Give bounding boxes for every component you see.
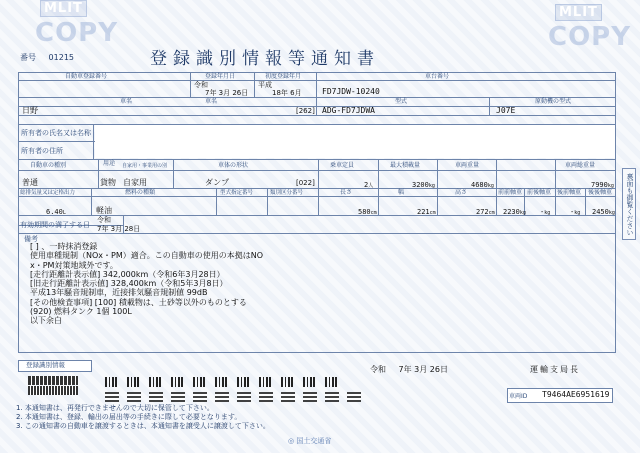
header-gross-weight: 車両総重量 — [565, 162, 596, 169]
col-line — [437, 159, 438, 215]
first-date: 18年 6月 — [272, 89, 302, 97]
number-label: 番号 — [20, 53, 36, 62]
col-line — [190, 72, 191, 97]
code-block — [325, 392, 339, 402]
issue-era: 令和 — [370, 365, 386, 374]
header-category-no: 類別区分番号 — [270, 190, 304, 196]
mlit-watermark: MLIT — [555, 4, 602, 21]
header-rf-axle: 後前軸重 — [557, 189, 582, 196]
management-id: T9464AE6951619 — [542, 390, 610, 399]
col-line — [318, 159, 319, 215]
code-block — [281, 392, 295, 402]
remark-line: (920) 燃料タンク 1個 100L — [30, 307, 132, 317]
remark-line: [ ] 、一時抹消登録 — [30, 242, 98, 251]
code-block — [193, 392, 207, 402]
header-use-sub: 自家用・事業用の別 — [122, 163, 168, 169]
table-border — [18, 72, 616, 73]
col-line — [93, 124, 94, 159]
footer-line: 1. 本通知書は、再発行できませんので大切に保管して下さい。 — [16, 404, 214, 412]
header-make-name: 車名 — [205, 98, 218, 105]
kg-unit: kg — [607, 183, 614, 189]
header-width: 幅 — [398, 189, 405, 196]
code-block — [105, 392, 119, 402]
col-line — [216, 188, 217, 215]
expiry-date: 7年 3月 28日 — [97, 225, 141, 233]
header-first-reg-date: 初度登録年月 — [265, 73, 302, 80]
capacity-unit: 人 — [368, 183, 374, 189]
barcode — [28, 386, 78, 395]
col-line — [489, 97, 490, 115]
code-block — [149, 392, 163, 402]
header-expiry: 有効期間の満了する日 — [20, 221, 90, 229]
width-value: 221 — [417, 208, 430, 216]
mlit-watermark: MLIT — [40, 0, 87, 17]
table-border — [18, 72, 19, 352]
make: 日野 — [22, 106, 38, 115]
barcode — [28, 376, 78, 385]
height — [476, 207, 495, 218]
kg-unit: kg — [608, 210, 615, 216]
displacement-value: 6.40 — [46, 208, 63, 216]
col-line — [378, 159, 379, 215]
header-capacity: 乗車定員 — [330, 162, 355, 169]
code-block — [127, 377, 141, 387]
footer-notes — [16, 404, 270, 431]
expiry-era: 令和 — [97, 216, 111, 224]
remark-line: 使用車種規制（NOx・PM）適合。この自動車の使用の本拠はNO — [30, 251, 264, 261]
ministry-logo-icon: ◎ — [288, 437, 295, 445]
fuel: 軽油 — [96, 206, 112, 215]
header-registration-no: 自動車登録番号 — [65, 73, 108, 80]
header-rr-axle: 後後軸重 — [588, 189, 613, 196]
model-code: [262] — [296, 107, 315, 115]
gross-weight-value: 7990 — [591, 181, 608, 189]
ff-axle — [503, 207, 526, 218]
col-line — [173, 159, 174, 188]
displacement — [46, 207, 66, 218]
first-era: 平成 — [258, 81, 272, 89]
code-block — [105, 377, 119, 387]
model: ADG-FD7JDWA — [322, 106, 375, 115]
redacted-owner — [95, 125, 615, 158]
engine-model: J07E — [496, 106, 516, 115]
code-block — [215, 392, 229, 402]
code-block — [127, 392, 141, 402]
header-owner-address: 所有者の住所 — [21, 147, 63, 155]
document-title: 登録識別情報等通知書 — [150, 49, 380, 69]
table-border — [615, 72, 616, 352]
fr-axle-value: - — [540, 208, 545, 216]
col-line — [555, 188, 556, 215]
chassis-no: FD7JDW-10240 — [322, 87, 380, 96]
number-value: 01215 — [48, 53, 74, 62]
code-block — [347, 392, 361, 402]
ff-axle-value: 2230 — [503, 208, 520, 216]
row-line — [18, 106, 616, 107]
rr-axle-value: 2450 — [592, 208, 609, 216]
weight-value: 4680 — [471, 181, 488, 189]
code-block — [215, 377, 229, 387]
copy-watermark: COPY — [35, 18, 119, 48]
ministry-name: 国土交通省 — [296, 437, 332, 445]
col-line — [316, 97, 317, 115]
header-registration-date: 登録年月日 — [205, 73, 236, 80]
rr-axle — [592, 207, 615, 218]
code-block — [259, 392, 273, 402]
issuing-office: 運輸支局長 — [530, 365, 580, 374]
reg-date: 7年 3月 26日 — [205, 89, 249, 97]
fr-axle — [540, 207, 550, 218]
length — [358, 207, 377, 218]
header-max-load: 最大積載量 — [390, 162, 421, 169]
ministry-mark — [288, 436, 331, 446]
header-length: 長さ — [340, 189, 353, 196]
code-block — [303, 377, 317, 387]
remark-line: 平成13年騒音規制車，近接排気騒音規制値 99dB — [30, 288, 208, 298]
code-block — [303, 392, 317, 402]
remark-line: [走行距離計表示値] 342,000km（令和6年3月28日） — [30, 269, 225, 279]
seal-box-label: 登録識別情報 — [26, 361, 65, 369]
cm-unit: cm — [370, 210, 377, 216]
header-chassis-no: 車台番号 — [425, 73, 450, 80]
cm-unit: cm — [488, 210, 495, 216]
code-block — [149, 377, 163, 387]
displacement-unit: L — [62, 210, 66, 216]
cm-unit: cm — [429, 210, 436, 216]
rf-axle-value: - — [570, 208, 575, 216]
header-ff-axle: 前前軸重 — [498, 189, 523, 196]
header-use: 用途 — [103, 160, 116, 167]
remark-line: [その他検査事項] [100] 積載物は、土砂等以外のものとする — [30, 297, 247, 307]
weight — [471, 180, 494, 191]
remarks-header: 備考 — [24, 235, 38, 243]
header-displacement: 総排気量又は定格出力 — [20, 190, 76, 196]
header-fuel: 燃料の種類 — [125, 189, 156, 196]
copy-watermark: COPY — [548, 22, 632, 52]
document-number — [20, 52, 84, 63]
code-block — [237, 392, 251, 402]
col-line — [316, 72, 317, 97]
issue-date-value: 7年 3月 26日 — [398, 365, 448, 374]
footer-line: 3. この通知書の自動車を譲渡するときは、本通知書を譲受人に譲渡して下さい。 — [16, 422, 270, 430]
table-border — [18, 352, 616, 353]
code-block — [171, 377, 185, 387]
code-block — [237, 377, 251, 387]
capacity — [364, 180, 373, 191]
height-value: 272 — [476, 208, 489, 216]
col-line — [98, 159, 99, 188]
col-line — [91, 188, 92, 215]
max-load — [412, 180, 435, 191]
col-line — [585, 188, 586, 215]
body-shape: ダンプ — [205, 178, 230, 187]
header-weight: 車両重量 — [455, 162, 480, 169]
kg-unit: kg — [428, 183, 435, 189]
code-block — [325, 377, 339, 387]
header-owner-name: 所有者の氏名又は名称 — [21, 129, 91, 137]
header-vehicle-kind: 自動車の種別 — [30, 162, 67, 169]
col-line — [254, 72, 255, 97]
use: 貨物 — [100, 178, 116, 187]
reg-era: 令和 — [194, 81, 208, 89]
header-type-designation: 型式指定番号 — [220, 190, 254, 196]
col-line — [267, 188, 268, 215]
rf-axle — [570, 207, 580, 218]
header-make: 車名 — [120, 98, 133, 105]
max-load-value: 3200 — [412, 181, 429, 189]
row-line — [18, 170, 616, 171]
width — [417, 207, 436, 218]
kg-unit: kg — [487, 183, 494, 189]
length-value: 580 — [358, 208, 371, 216]
code-block — [281, 377, 295, 387]
row-line — [18, 115, 616, 116]
kg-unit: kg — [544, 210, 551, 216]
remark-line: x・PM対策地域外です。 — [30, 260, 118, 270]
body-code: [022] — [296, 179, 315, 187]
issue-date — [370, 364, 448, 375]
kg-unit: kg — [574, 210, 581, 216]
remark-line: [旧走行距離計表示値] 328,400km（令和5年3月8日） — [30, 279, 228, 289]
kg-unit: kg — [519, 210, 526, 216]
side-stamp: 裏面も御覧ください — [622, 168, 636, 240]
header-engine-model: 原動機の型式 — [535, 98, 572, 105]
header-fr-axle: 前後軸重 — [527, 189, 552, 196]
code-block — [193, 377, 207, 387]
footer-line: 2. 本通知書は、登録、輸出の届出等の手続きに際して必要となります。 — [16, 413, 242, 421]
col-line — [496, 159, 497, 215]
remark-line: 以下余白 — [30, 316, 62, 326]
capacity-value: 2 — [364, 181, 369, 189]
header-height: 高さ — [455, 189, 468, 196]
vehicle-kind: 普通 — [22, 178, 38, 187]
use-sub: 自家用 — [123, 178, 147, 187]
header-body-shape: 車体の形状 — [218, 162, 249, 169]
col-line — [555, 159, 556, 188]
remarks-notes — [30, 242, 263, 326]
management-label: 車両ID — [509, 393, 528, 400]
header-model: 型式 — [395, 98, 408, 105]
code-block — [259, 377, 273, 387]
code-block — [171, 392, 185, 402]
row-line — [18, 80, 616, 81]
row-line — [18, 97, 616, 98]
